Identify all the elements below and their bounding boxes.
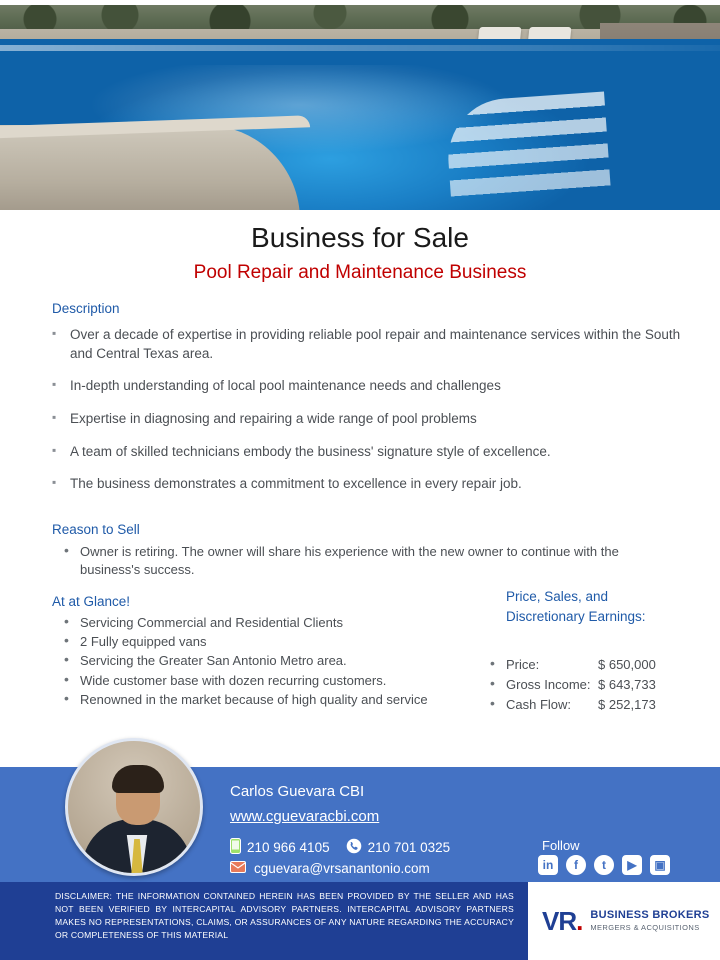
list-item [488,675,708,695]
logo-line-1: BUSINESS BROKERS [590,909,710,922]
logo-wordmark [590,909,709,932]
mobile-phone-icon [230,838,241,857]
phone-row [230,838,450,857]
office-phone-icon [346,838,362,857]
avatar-hair [112,765,164,793]
list-item: • Servicing Commercial and Residential Clients [62,613,482,632]
list-item: ▪ A team of skilled technicians embody the business' signature style of excellence. [52,443,682,462]
financial-value: $ 252,173 [598,697,656,713]
list-item: • Wide customer base with dozen recurring customers. [62,671,482,690]
financials-list [488,655,708,715]
financial-label: Price: [506,657,540,672]
page-title: Business for Sale [251,222,469,253]
logo-line-2: MERGERS & ACQUISITIONS [590,923,700,933]
financials-heading-line2: Discretionary Earnings: [506,608,646,624]
linkedin-icon[interactable]: in [538,855,558,875]
financial-value: $ 650,000 [598,657,656,672]
at-a-glance-heading: At at Glance! [52,594,131,609]
office-phone-number: 210 701 0325 [367,840,451,855]
reason-to-sell-list [62,543,672,580]
hero-pool-image [0,5,720,210]
instagram-icon[interactable]: ▣ [650,855,670,875]
contact-name: Carlos Guevara CBI [230,783,365,800]
follow-label: Follow [542,838,580,853]
email-row [230,861,430,876]
financial-label: Gross Income: [506,677,591,693]
website-link[interactable]: www.cguevaracbi.com [230,808,380,825]
avatar [65,738,203,876]
company-logo [528,882,720,960]
page-subtitle: Pool Repair and Maintenance Business [193,262,527,283]
logo-mark [542,906,582,937]
youtube-icon[interactable]: ▶ [622,855,642,875]
list-item: • Servicing the Greater San Antonio Metro area. [62,651,482,670]
list-item: • Renowned in the market because of high quality and service [62,690,482,709]
envelope-icon [230,861,246,876]
financial-label: Cash Flow: [506,697,572,713]
social-links [538,855,670,875]
list-item: ▪ Expertise in diagnosing and repairing a wide range of pool problems [52,410,682,429]
mobile-phone-number: 210 966 4105 [247,840,330,855]
list-item: ▪ In-depth understanding of local pool maintenance needs and challenges [52,377,682,396]
logo-dot: . [576,905,583,936]
disclaimer-text: DISCLAIMER: THE INFORMATION CONTAINED HEREIN HAS BEEN PROVIDED BY THE SELLER AND HAS NOT BEEN VERIFIED BY INTERCAPITAL ADVISORY PARTNERS. INTERCAPITAL ADVISORY PARTNERS MAKES NO REPRESENTATIONS, CLAIMS, OR ASSURANCES OF ANY NATURE REGARDING THE ACCURACY OR COMPLETENESS OF THIS MATERIAL [0,882,528,960]
financials-heading-line1: Price, Sales, and [506,589,609,604]
financials-heading [506,587,706,626]
financial-value: $ 643,733 [598,677,656,693]
description-heading: Description [52,301,120,316]
facebook-icon[interactable]: f [566,855,586,875]
hero-rim-light [0,45,720,51]
list-item [488,655,708,675]
logo-mark-text: VR [542,905,577,936]
email-address[interactable]: cguevara@vrsanantonio.com [254,861,430,876]
list-item [488,695,708,715]
description-list [52,326,682,508]
reason-to-sell-heading: Reason to Sell [52,522,140,537]
list-item: ▪ The business demonstrates a commitment to excellence in every repair job. [52,475,682,494]
list-item: ▪ Over a decade of expertise in providing reliable pool repair and maintenance services within the South and Central Texas area. [52,326,682,363]
at-a-glance-list [62,613,482,709]
twitter-icon[interactable]: t [594,855,614,875]
list-item: • Owner is retiring. The owner will share his experience with the new owner to continue with the business's success. [62,543,672,580]
list-item: • 2 Fully equipped vans [62,632,482,651]
